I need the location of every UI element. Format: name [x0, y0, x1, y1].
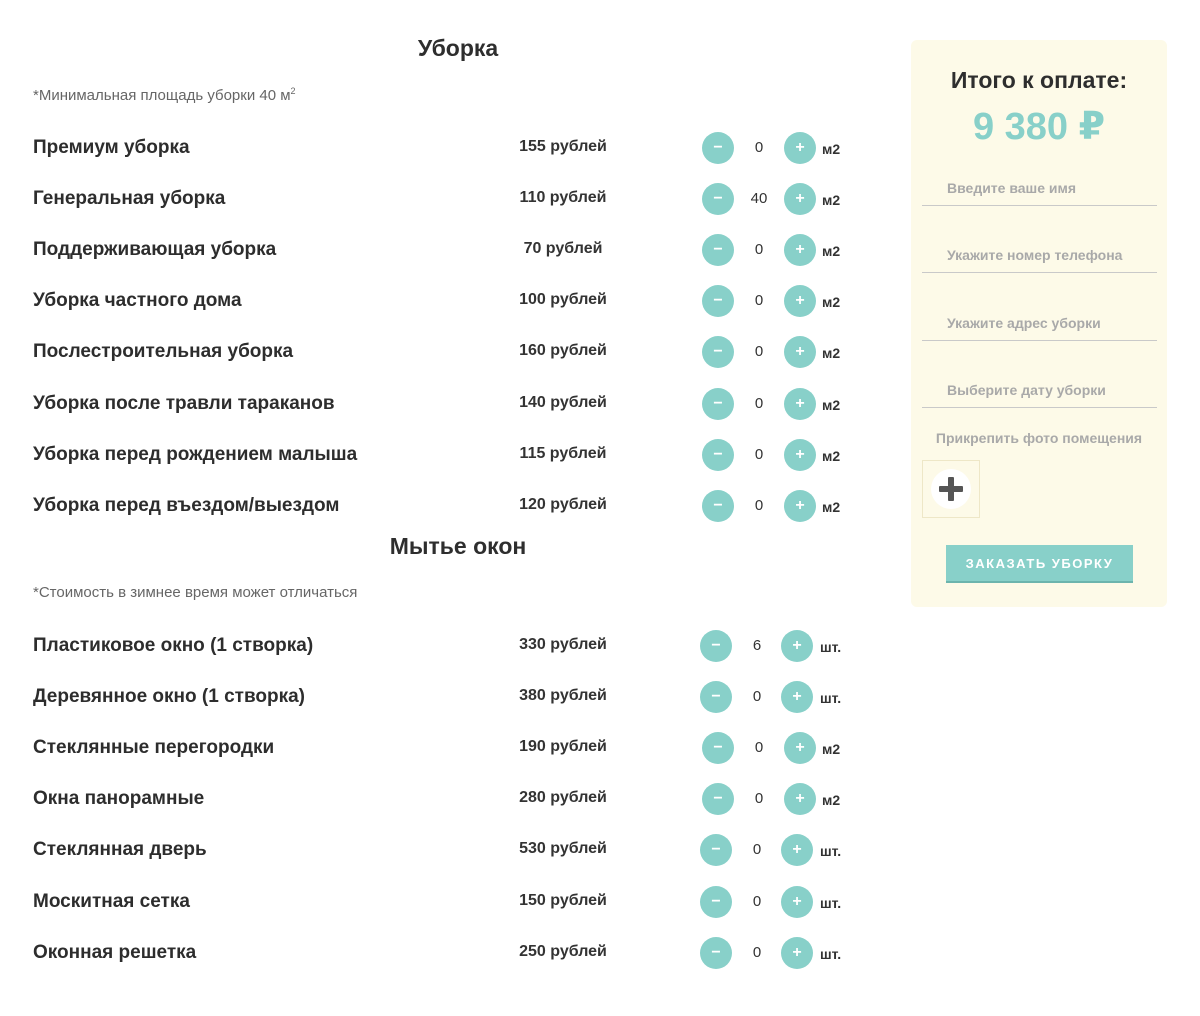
service-price: 380 рублей	[519, 687, 607, 705]
increment-button[interactable]	[784, 388, 816, 420]
service-price: 160 рублей	[519, 342, 607, 360]
attach-photo-button[interactable]	[922, 460, 980, 518]
quantity-value: 0	[754, 739, 764, 757]
service-price: 190 рублей	[519, 738, 607, 756]
unit-label: шт.	[820, 843, 842, 860]
attach-label: Прикрепить фото помещения	[935, 430, 1143, 446]
unit-label: м2	[822, 243, 841, 260]
minus-icon: −	[713, 496, 723, 514]
total-value: 9 380 ₽	[972, 106, 1106, 148]
service-row	[33, 179, 883, 219]
plus-icon: +	[795, 343, 805, 361]
order-panel	[911, 40, 1167, 607]
service-price: 115 рублей	[519, 444, 607, 462]
order-button[interactable]: ЗАКАЗАТЬ УБОРКУ	[946, 545, 1133, 583]
service-name: Стеклянная дверь	[33, 839, 207, 861]
minus-icon: −	[711, 637, 721, 654]
unit-label: шт.	[820, 945, 842, 962]
windows-title: Мытье окон	[389, 533, 527, 559]
phone-input[interactable]	[922, 237, 1157, 273]
attach-circle	[931, 469, 971, 509]
minus-icon: −	[713, 190, 723, 208]
minus-icon: −	[711, 943, 721, 961]
service-price: 280 рублей	[519, 789, 607, 807]
service-row	[33, 281, 883, 321]
service-row	[33, 626, 883, 666]
quantity-value: 0	[754, 394, 764, 412]
increment-button[interactable]	[784, 132, 816, 164]
service-price: 150 рублей	[519, 891, 607, 909]
decrement-button[interactable]	[700, 886, 732, 918]
service-price: 155 рублей	[519, 138, 607, 155]
minus-icon: −	[713, 790, 723, 808]
increment-button[interactable]	[784, 783, 816, 815]
name-input[interactable]	[922, 170, 1157, 206]
plus-icon: +	[792, 841, 802, 859]
service-name: Москитная сетка	[33, 890, 190, 912]
date-input[interactable]	[922, 372, 1157, 408]
quantity-value: 0	[754, 292, 764, 310]
minus-icon: −	[711, 841, 721, 859]
service-name: Генеральная уборка	[33, 188, 226, 210]
increment-button[interactable]	[781, 834, 813, 866]
minus-icon: −	[713, 394, 723, 412]
quantity-value: 0	[752, 892, 762, 910]
decrement-button[interactable]	[700, 834, 732, 866]
service-price: 330 рублей	[519, 636, 607, 653]
minus-icon: −	[713, 445, 723, 463]
service-row	[33, 677, 883, 717]
increment-button[interactable]	[784, 234, 816, 266]
cleaning-note: *Минимальная площадь уборки 40 $м^2$	[33, 86, 296, 104]
increment-button[interactable]	[781, 630, 813, 662]
plus-icon: +	[795, 394, 805, 412]
service-price: 530 рублей	[519, 840, 607, 858]
quantity-value: 0	[754, 790, 764, 808]
service-row	[33, 933, 883, 973]
service-name: Премиум уборка	[33, 137, 190, 158]
decrement-button[interactable]	[702, 285, 734, 317]
service-name: Уборка перед въездом/выездом	[33, 494, 340, 516]
service-row	[33, 728, 883, 768]
unit-label: шт.	[820, 690, 842, 707]
service-name: Уборка частного дома	[33, 290, 242, 312]
service-row	[33, 230, 883, 270]
plus-icon: +	[795, 241, 805, 259]
unit-label: м2	[822, 141, 841, 157]
increment-button[interactable]	[784, 336, 816, 368]
quantity-value: 40	[750, 190, 768, 208]
service-row	[33, 882, 883, 922]
unit-label: м2	[822, 741, 841, 758]
plus-icon: +	[795, 139, 805, 156]
service-row	[33, 332, 883, 372]
service-name: Послестроительная уборка	[33, 341, 294, 363]
increment-button[interactable]	[784, 732, 816, 764]
minus-icon: −	[711, 688, 721, 706]
unit-label: м2	[822, 792, 841, 809]
increment-button[interactable]	[781, 937, 813, 969]
plus-icon: +	[795, 739, 805, 757]
plus-icon: +	[795, 445, 805, 463]
unit-label: м2	[822, 192, 841, 209]
unit-label: шт.	[820, 639, 842, 655]
service-price: 120 рублей	[519, 495, 607, 513]
decrement-button[interactable]	[702, 132, 734, 164]
unit-label: шт.	[820, 894, 842, 911]
quantity-value: 0	[754, 343, 764, 361]
plus-icon: +	[795, 190, 805, 208]
address-input[interactable]	[922, 305, 1157, 341]
quantity-value: 6	[752, 637, 762, 654]
service-name: Стеклянные перегородки	[33, 737, 275, 759]
quantity-value: 0	[752, 943, 762, 961]
service-row	[33, 435, 883, 475]
plus-icon: +	[792, 892, 802, 910]
unit-label: м2	[822, 498, 841, 515]
service-price: 110 рублей	[519, 189, 607, 207]
decrement-button[interactable]	[700, 937, 732, 969]
service-price: 70 рублей	[523, 240, 603, 258]
plus-icon: +	[795, 292, 805, 310]
minus-icon: −	[713, 241, 723, 259]
quantity-value: 0	[754, 139, 764, 156]
minus-icon: −	[713, 739, 723, 757]
quantity-value: 0	[752, 841, 762, 859]
plus-icon: +	[795, 496, 805, 514]
total-label: Итого к оплате:	[950, 67, 1128, 93]
plus-icon: +	[792, 637, 802, 654]
service-name: Оконная решетка	[33, 941, 197, 963]
decrement-button[interactable]	[702, 336, 734, 368]
decrement-button[interactable]	[700, 681, 732, 713]
service-name: Окна панорамные	[33, 788, 205, 810]
plus-icon: +	[792, 943, 802, 961]
plus-icon: +	[795, 790, 805, 808]
quantity-value: 0	[754, 241, 764, 259]
decrement-button[interactable]	[702, 439, 734, 471]
service-row	[33, 486, 883, 526]
decrement-button[interactable]	[702, 732, 734, 764]
service-name: Уборка перед рождением малыша	[33, 443, 358, 465]
increment-button[interactable]	[784, 183, 816, 215]
service-row	[33, 830, 883, 870]
service-name: Уборка после травли тараканов	[33, 392, 335, 414]
decrement-button[interactable]	[700, 630, 732, 662]
quantity-value: 0	[752, 688, 762, 706]
decrement-button[interactable]	[702, 183, 734, 215]
increment-button[interactable]	[781, 681, 813, 713]
increment-button[interactable]	[784, 439, 816, 471]
minus-icon: −	[711, 892, 721, 910]
minus-icon: −	[713, 343, 723, 361]
unit-label: м2	[822, 396, 841, 413]
decrement-button[interactable]	[702, 388, 734, 420]
service-price: 100 рублей	[519, 291, 607, 309]
unit-label: м2	[822, 294, 841, 311]
service-price: 140 рублей	[519, 393, 607, 411]
minus-icon: −	[713, 292, 723, 310]
cleaning-title: Уборка	[417, 35, 499, 61]
increment-button[interactable]	[784, 490, 816, 522]
service-row	[33, 779, 883, 819]
increment-button[interactable]	[784, 285, 816, 317]
plus-icon	[938, 476, 964, 502]
windows-note: *Стоимость в зимнее время может отличаться	[33, 584, 358, 601]
service-row	[33, 384, 883, 424]
decrement-button[interactable]	[702, 490, 734, 522]
unit-label: м2	[822, 447, 841, 464]
quantity-value: 0	[754, 445, 764, 463]
service-name: Деревянное окно (1 створка)	[33, 686, 305, 708]
minus-icon: −	[713, 139, 723, 156]
decrement-button[interactable]	[702, 783, 734, 815]
plus-icon: +	[792, 688, 802, 706]
service-name: Пластиковое окно (1 створка)	[33, 635, 314, 656]
increment-button[interactable]	[781, 886, 813, 918]
service-row	[33, 128, 883, 168]
unit-label: м2	[822, 345, 841, 362]
service-price: 250 рублей	[519, 942, 607, 960]
service-name: Поддерживающая уборка	[33, 239, 277, 261]
quantity-value: 0	[754, 496, 764, 514]
decrement-button[interactable]	[702, 234, 734, 266]
